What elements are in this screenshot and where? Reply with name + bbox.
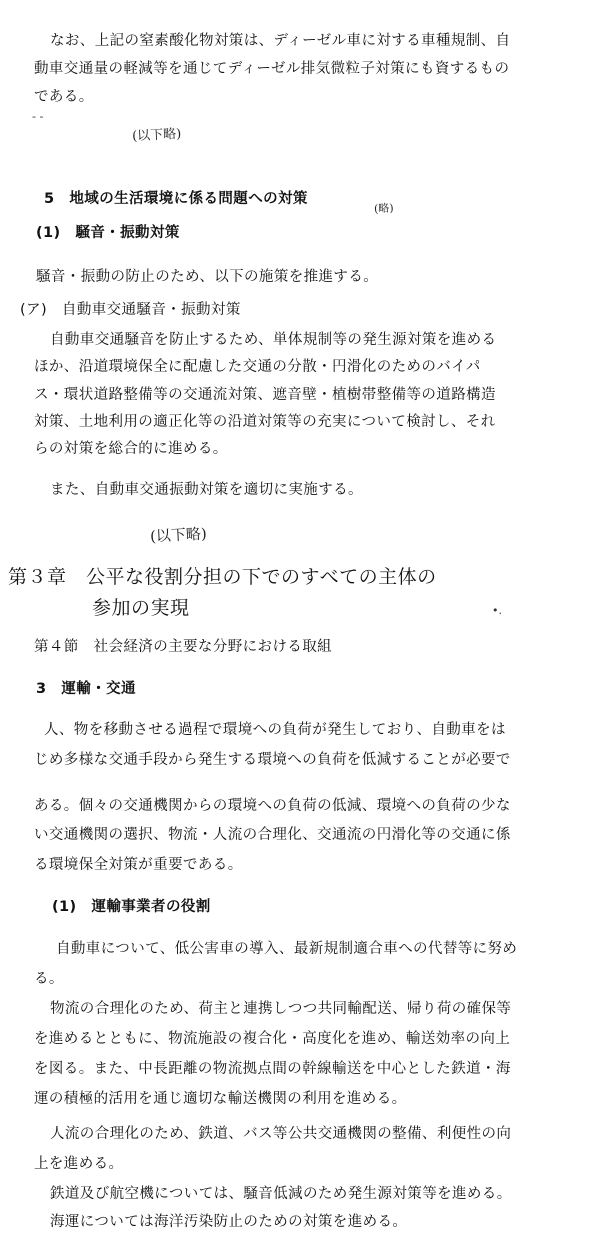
handwritten-note: (略)	[373, 201, 394, 216]
subsection-heading: 3 運輸・交通	[36, 681, 136, 697]
text-line: ほか、沿道環境保全に配慮した交通の分散・円滑化のためのバイパ	[34, 359, 481, 375]
section-heading: 5 地域の生活環境に係る問題への対策	[44, 191, 308, 207]
subsection-heading: (1) 運輸事業者の役割	[52, 899, 211, 915]
text-line: い交通機関の選択、物流・人流の合理化、交通流の円滑化等の交通に係	[34, 827, 511, 843]
text-line: 鉄道及び航空機については、騒音低減のため発生源対策等を進める。	[50, 1186, 512, 1202]
chapter-title: 参加の実現	[92, 597, 190, 619]
scan-mark: - -	[32, 110, 44, 123]
text-line: 人流の合理化のため、鉄道、バス等公共交通機関の整備、利便性の向	[50, 1126, 512, 1142]
text-line: らの対策を総合的に進める。	[34, 441, 228, 457]
section-heading: 第４節 社会経済の主要な分野における取組	[34, 639, 332, 655]
subsection-heading: (1) 騒音・振動対策	[36, 225, 180, 241]
text-line: を図る。また、中長距離の物流拠点間の幹線輸送を中心とした鉄道・海	[34, 1061, 511, 1077]
text-line: を進めるとともに、物流施設の複合化・高度化を進め、輸送効率の向上	[34, 1031, 511, 1047]
text-line: る。	[34, 971, 64, 987]
text-line: じめ多様な交通手段から発生する環境への負荷を低減することが必要で	[34, 752, 511, 768]
text-line: 動車交通量の軽減等を通じてディーゼル排気微粒子対策にも資するもの	[34, 61, 510, 77]
text-line: ス・環状道路整備等の交通流対策、遮音壁・植樹帯整備等の道路構造	[34, 387, 496, 403]
text-line: また、自動車交通振動対策を適切に実施する。	[50, 482, 363, 498]
text-line: る環境保全対策が重要である。	[34, 857, 243, 873]
text-line: 騒音・振動の防止のため、以下の施策を推進する。	[36, 269, 379, 285]
text-line: 対策、土地利用の適正化等の沿道対策等の充実について検討し、それ	[34, 414, 496, 430]
handwritten-note: (以下略)	[149, 524, 208, 546]
text-line: なお、上記の窒素酸化物対策は、ディーゼル車に対する車種規制、自	[50, 33, 511, 49]
text-line: 海運については海洋汚染防止のための対策を進める。	[50, 1214, 408, 1230]
text-line: ある。個々の交通機関からの環境への負荷の低減、環境への負荷の少な	[34, 798, 511, 814]
text-line: 人、物を移動させる過程で環境への負荷が発生しており、自動車をは	[44, 722, 506, 738]
text-line: 運の積極的活用を通じ適切な輸送機関の利用を進める。	[34, 1091, 407, 1107]
item-heading: (ア) 自動車交通騒音・振動対策	[20, 302, 241, 318]
text-line: 自動車について、低公害車の導入、最新規制適合車への代替等に努め	[56, 941, 518, 957]
text-line: 自動車交通騒音を防止するため、単体規制等の発生源対策を進める	[50, 332, 497, 348]
text-line: である。	[34, 89, 94, 105]
text-line: 上を進める。	[34, 1156, 124, 1172]
chapter-title: 第３章 公平な役割分担の下でのすべての主体の	[8, 566, 437, 588]
scan-mark: •.	[492, 604, 502, 617]
text-line: 物流の合理化のため、荷主と連携しつつ共同輸配送、帰り荷の確保等	[50, 1001, 512, 1017]
handwritten-note: (以下略)	[131, 126, 182, 145]
